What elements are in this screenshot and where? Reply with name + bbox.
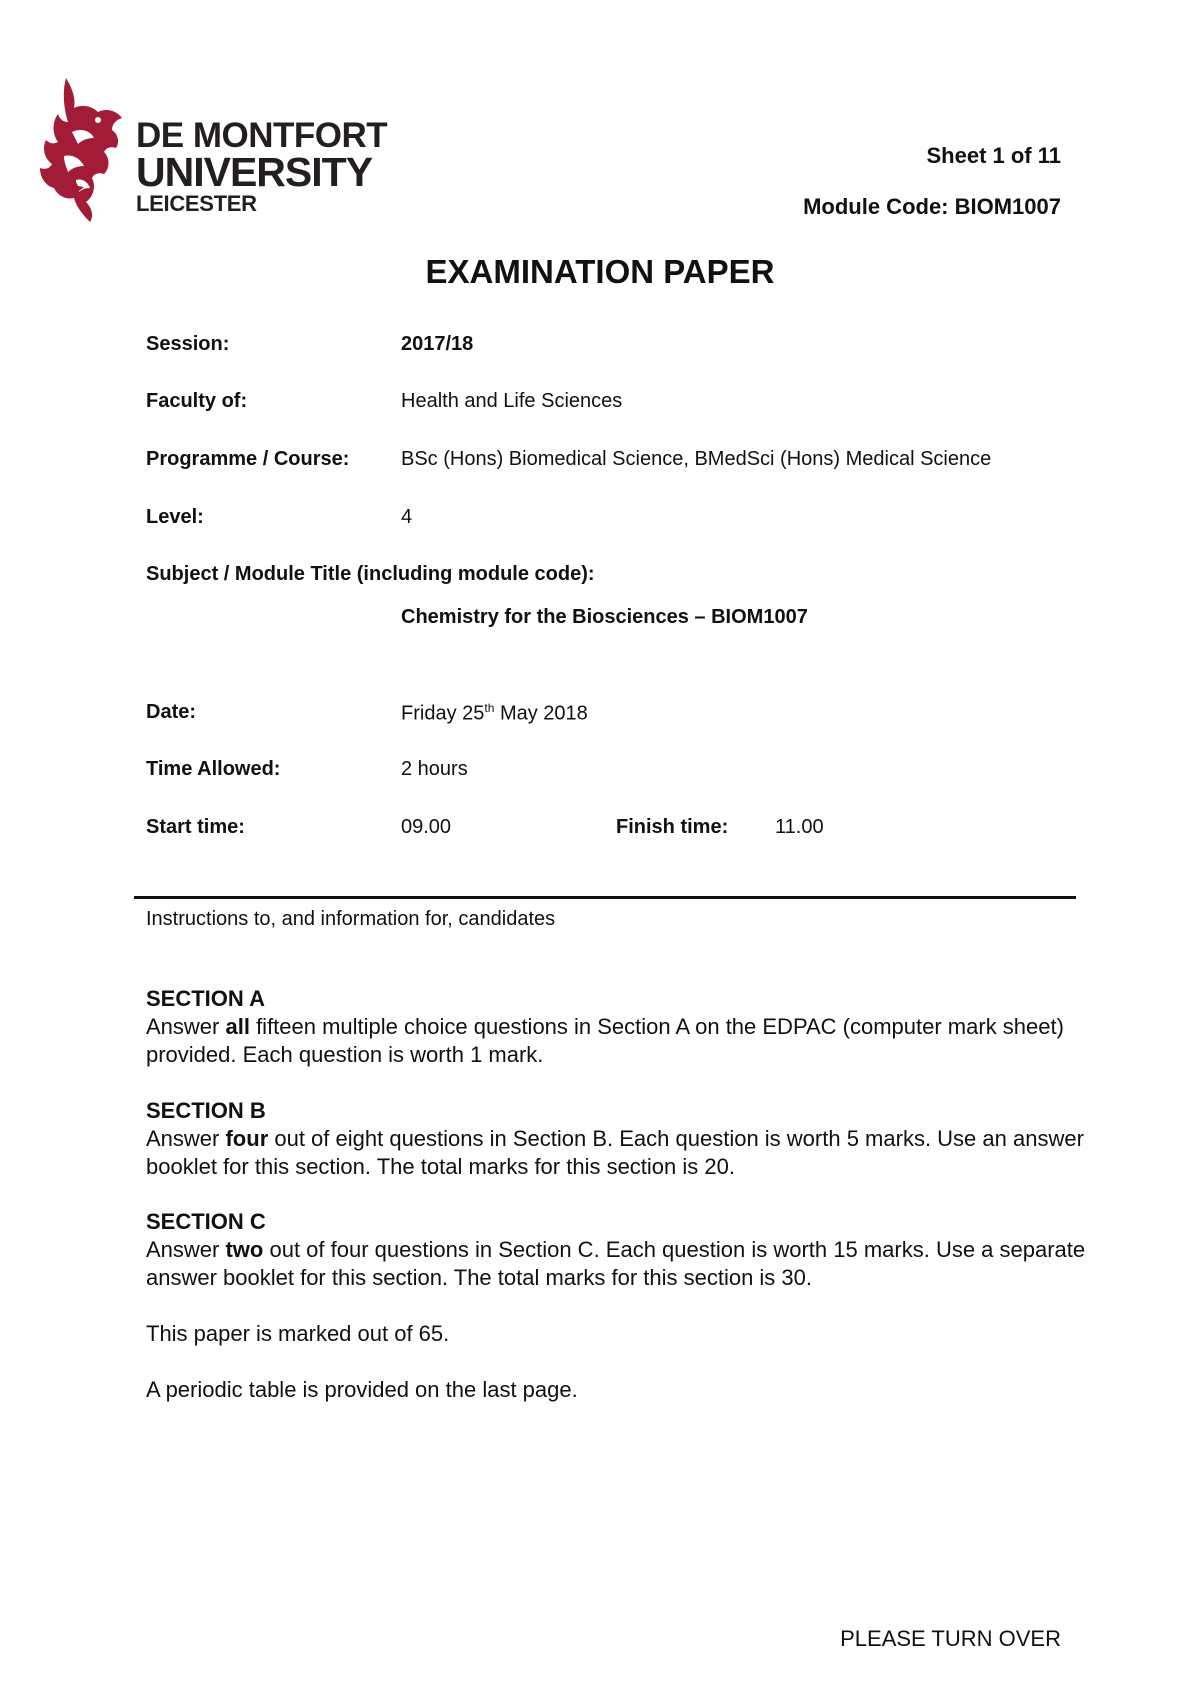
finish-time-label: Finish time: [616, 816, 729, 838]
date-label: Date: [146, 701, 197, 723]
date-value [401, 701, 588, 726]
section-a-heading: SECTION A [146, 986, 265, 1011]
marked-out-of-text: This paper is marked out of 65. [146, 1321, 450, 1346]
section-c-emphasis: two [225, 1237, 264, 1262]
section-b-emphasis: four [225, 1126, 269, 1151]
programme-label: Programme / Course: [146, 448, 350, 470]
module-code: Module Code: BIOM1007 [803, 194, 1061, 219]
start-time-label: Start time: [146, 816, 245, 838]
section-c-heading: SECTION C [146, 1209, 266, 1234]
page-title: EXAMINATION PAPER [425, 253, 775, 290]
date-value-suffix: th [484, 701, 495, 715]
periodic-table-note: A periodic table is provided on the last page. [146, 1377, 578, 1402]
university-wordmark [136, 118, 387, 215]
level-label: Level: [146, 506, 204, 528]
level-value: 4 [401, 506, 413, 528]
time-allowed-value: 2 hours [401, 758, 468, 780]
time-allowed-label: Time Allowed: [146, 758, 281, 780]
section-c-text [146, 1236, 1086, 1292]
section-b-text [146, 1125, 1086, 1181]
programme-value: BSc (Hons) Biomedical Science, BMedSci (Hons) Medical Science [401, 448, 992, 470]
section-a-text-start: Answer [146, 1014, 226, 1039]
section-divider [134, 896, 1076, 899]
sheet-number: Sheet 1 of 11 [926, 143, 1061, 168]
section-a-text-rest: fifteen multiple choice questions in Section A on the EDPAC (computer mark sheet) provided. Each question is worth 1 mark. [146, 1014, 1064, 1067]
section-b-text-start: Answer [146, 1126, 226, 1151]
date-value-main: Friday 25 [401, 702, 485, 725]
wordmark-line-3: LEICESTER [136, 191, 257, 216]
university-logo [36, 74, 396, 224]
subject-value: Chemistry for the Biosciences – BIOM1007 [401, 606, 808, 628]
start-time-value: 09.00 [401, 816, 452, 838]
date-value-rest: May 2018 [494, 702, 588, 725]
subject-label: Subject / Module Title (including module code): [146, 563, 595, 585]
section-a-text [146, 1013, 1086, 1069]
please-turn-over: PLEASE TURN OVER [840, 1626, 1061, 1651]
faculty-label: Faculty of: [146, 390, 248, 412]
finish-time-value: 11.00 [775, 816, 824, 838]
section-c-text-start: Answer [146, 1237, 226, 1262]
wordmark-line-1: DE MONTFORT [136, 116, 388, 155]
section-b-text-rest: out of eight questions in Section B. Each question is worth 5 marks. Use an answer booklet for this section. The total marks for this section is 20. [146, 1126, 1084, 1179]
session-label: Session: [146, 333, 230, 355]
section-c-text-rest: out of four questions in Section C. Each question is worth 15 marks. Use a separate answer booklet for this section. The total marks for this section is 30. [146, 1237, 1086, 1290]
wordmark-line-2: UNIVERSITY [136, 149, 373, 195]
section-a-emphasis: all [225, 1014, 250, 1039]
lion-crest-icon [36, 74, 136, 224]
section-b-heading: SECTION B [146, 1098, 266, 1123]
faculty-value: Health and Life Sciences [401, 390, 623, 412]
session-value: 2017/18 [401, 333, 474, 355]
instructions-title: Instructions to, and information for, candidates [146, 908, 556, 930]
